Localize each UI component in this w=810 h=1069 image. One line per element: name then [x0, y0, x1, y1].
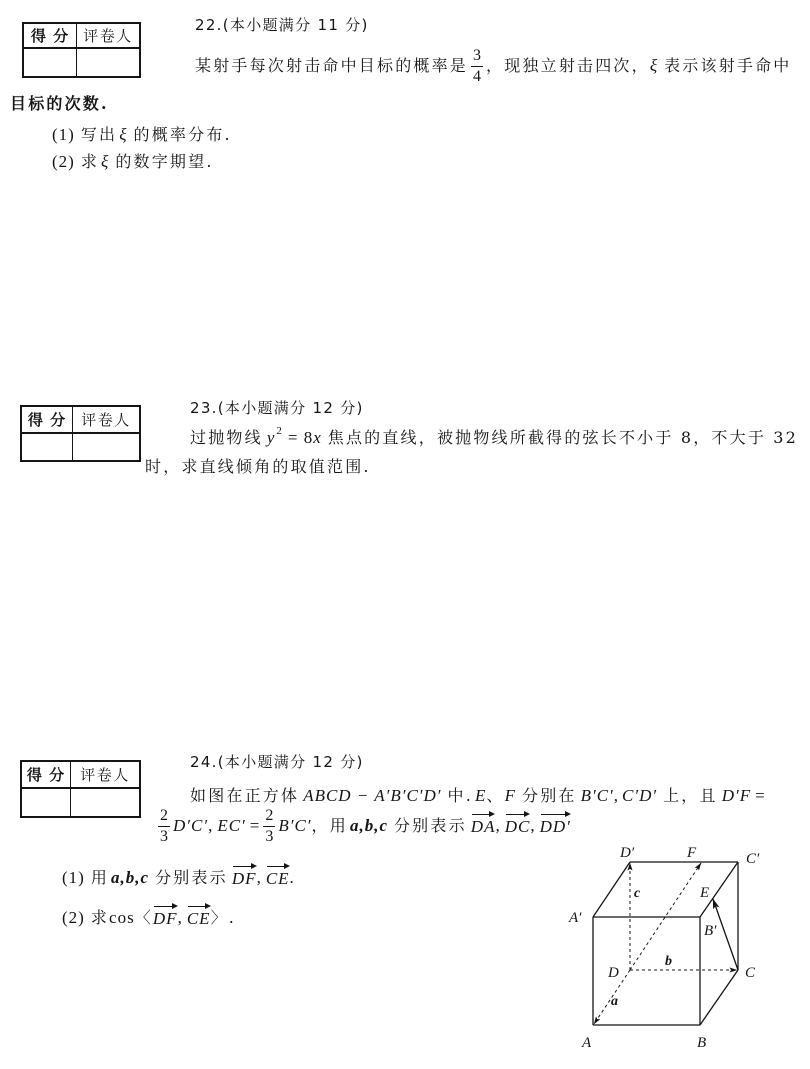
equals-sign: =: [249, 816, 261, 835]
fraction-denominator: 3: [160, 827, 168, 845]
part-text: 分别表示: [155, 868, 228, 887]
part-text: 求: [90, 908, 110, 927]
vector-ce-arrow: [713, 899, 738, 970]
fraction-numerator: 3: [471, 47, 483, 67]
stem-text: 某射手每次射击命中目标的概率是: [195, 56, 469, 75]
label-f: F: [687, 845, 697, 861]
label-vector-b: b: [665, 954, 673, 969]
close-angle-bracket: 〉.: [210, 908, 237, 927]
question-22-part-1: [52, 123, 232, 147]
fraction-denominator: 4: [473, 67, 482, 85]
vector-dd1: DD′: [540, 813, 571, 839]
score-cell: [21, 433, 73, 461]
label-d1: D′: [620, 845, 635, 861]
separator: 、: [486, 786, 505, 805]
label-b: B: [697, 1035, 707, 1051]
vector-ce: CE: [266, 865, 290, 891]
part-label: (2): [62, 908, 85, 927]
question-23-stem-line-1: [190, 426, 798, 450]
segment-d1c1: D′C′: [173, 816, 209, 835]
label-a1: A′: [569, 910, 582, 926]
vector-da: DA: [471, 813, 496, 839]
score-header: 得 分: [21, 761, 71, 788]
question-23-stem-line-2: 时，求直线倾角的取值范围.: [145, 457, 371, 476]
segment-ec1: EC′: [217, 816, 246, 835]
label-c1: C′: [746, 851, 760, 867]
cube-edge-cb: [700, 970, 738, 1025]
probability-fraction: [471, 47, 483, 86]
part-text: 写出: [80, 125, 118, 144]
grader-header: 评卷人: [73, 406, 141, 433]
point-e: E: [475, 786, 487, 805]
grader-cell: [77, 48, 141, 77]
part-text: 用: [90, 868, 110, 887]
stem-text: ，用: [311, 816, 348, 835]
fraction-denominator: 3: [265, 827, 274, 845]
stem-text: 分别表示: [393, 816, 467, 835]
label-vector-a: a: [611, 994, 619, 1009]
part-text: 的概率分布.: [133, 125, 232, 144]
vector-df: DF: [232, 865, 257, 891]
grader-header: 评卷人: [77, 23, 141, 48]
stem-text: 如图在正方体: [190, 786, 300, 805]
score-table: [20, 405, 141, 462]
part-label: (1): [62, 868, 85, 887]
score-cell: [21, 788, 71, 817]
question-24-heading: 24.(本小题满分 12 分): [190, 753, 364, 771]
basis-vectors: a,b,c: [111, 868, 150, 887]
label-vector-c: c: [634, 886, 642, 901]
question-22-heading: 22.(本小题满分 11 分): [195, 16, 369, 34]
basis-vectors: a,b,c: [349, 816, 388, 835]
label-b1: B′: [704, 923, 717, 939]
comma: ,: [495, 816, 501, 835]
question-24-part-2: [62, 905, 236, 931]
question-24-part-1: [62, 865, 295, 891]
comma: ,: [177, 908, 183, 927]
fraction-two-thirds: [263, 807, 275, 846]
edge-c1d1: C′D′: [622, 786, 658, 805]
equals-sign: =: [755, 786, 766, 805]
equation-part: = 8: [287, 428, 314, 447]
part-label: (2): [52, 152, 75, 171]
stem-text: 焦点的直线，被抛物线所截得的弦长不小于 8，不大于 32: [327, 428, 799, 447]
vector-ce: CE: [187, 905, 211, 931]
question-24-stem-line-2: [155, 805, 571, 847]
cos-function: cos: [109, 908, 135, 927]
fraction-numerator: 2: [158, 807, 170, 827]
variable-y: y: [266, 428, 276, 447]
vector-dc: DC: [505, 813, 531, 839]
label-c: C: [745, 965, 756, 981]
random-variable: ξ: [649, 56, 659, 75]
grader-header: 评卷人: [71, 761, 141, 788]
stem-text: 分别在: [522, 786, 577, 805]
edge-b1c1: B′C′: [580, 786, 614, 805]
fraction-numerator: 2: [263, 807, 275, 827]
part-label: (1): [52, 125, 75, 144]
point-f: F: [504, 786, 516, 805]
fraction-two-thirds: [158, 807, 170, 846]
stem-text: 上，且: [663, 786, 718, 805]
open-angle-bracket: 〈: [134, 908, 153, 927]
comma: ,: [613, 786, 620, 805]
stem-text: 表示该射手命中: [664, 56, 792, 75]
stem-text: ，现独立射击四次，: [486, 56, 650, 75]
comma: ,: [208, 816, 214, 835]
score-table: [20, 760, 141, 818]
stem-text: 过抛物线: [190, 428, 263, 447]
grader-cell: [73, 433, 141, 461]
segment-d1f: D′F: [721, 786, 752, 805]
score-table: [22, 22, 141, 78]
exponent: 2: [276, 425, 282, 437]
variable-x: x: [313, 428, 322, 447]
part-text: 求: [80, 152, 100, 171]
grader-cell: [71, 788, 141, 817]
cube-name: ABCD − A′B′C′D′: [303, 786, 442, 805]
comma: ,: [530, 816, 536, 835]
label-d: D: [608, 965, 619, 981]
question-22-stem-line-2: 目标的次数.: [10, 94, 109, 113]
score-header: 得 分: [23, 23, 77, 48]
random-variable: ξ: [119, 125, 128, 144]
segment-b1c1: B′C′: [278, 816, 312, 835]
label-e: E: [700, 885, 710, 901]
label-a: A: [582, 1035, 592, 1051]
period: .: [289, 868, 295, 887]
question-22-stem-line-1: [195, 45, 792, 87]
score-header: 得 分: [21, 406, 73, 433]
comma: ,: [256, 868, 262, 887]
cube-edge-a1d1: [593, 862, 630, 917]
stem-text: 中.: [447, 786, 474, 805]
vector-df: DF: [153, 905, 178, 931]
score-cell: [23, 48, 77, 77]
part-text: 的数字期望.: [115, 152, 214, 171]
question-22-part-2: [52, 150, 214, 174]
question-23-heading: 23.(本小题满分 12 分): [190, 399, 364, 417]
cube-figure: [560, 835, 780, 1060]
random-variable: ξ: [101, 152, 110, 171]
